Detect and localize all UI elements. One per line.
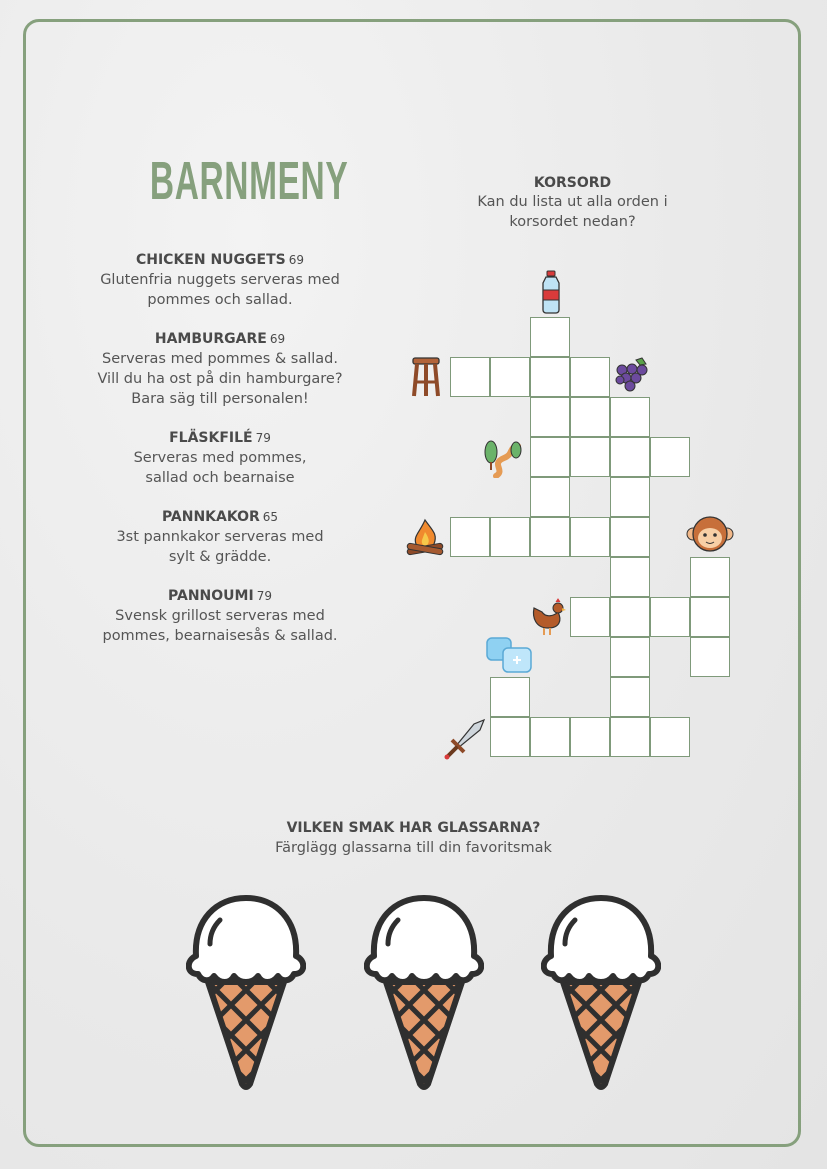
menu-item-price: 79 [255, 431, 271, 445]
crossword-cell[interactable] [530, 317, 570, 357]
menu-item-name: PANNOUMI [168, 588, 254, 604]
stool-icon [411, 356, 441, 398]
crossword-header [455, 174, 690, 232]
ice-cream-cone-icon[interactable] [364, 890, 484, 1095]
ice-cream-cone-icon[interactable] [541, 890, 661, 1095]
icecream-subtitle: Färglägg glassarna till din favoritsmak [275, 840, 552, 856]
crossword-cell[interactable] [530, 357, 570, 397]
menu-item-name: CHICKEN NUGGETS [135, 252, 286, 268]
menu-item-desc-line: Serveras med pommes, [133, 450, 307, 466]
crossword-cell[interactable] [490, 677, 530, 717]
crossword-cell[interactable] [610, 397, 650, 437]
menu-item-desc-line: Bara säg till personalen! [131, 391, 309, 407]
menu-item-desc-line: pommes, bearnaisesås & sallad. [102, 628, 338, 644]
menu-item-desc-line: Serveras med pommes & sallad. [102, 351, 338, 367]
menu-item-price: 69 [269, 332, 286, 346]
crossword-cell[interactable] [490, 357, 530, 397]
crossword-cell[interactable] [610, 437, 650, 477]
crossword-cell[interactable] [530, 717, 570, 757]
crossword-cell[interactable] [490, 717, 530, 757]
ice-cubes-icon [485, 634, 535, 676]
menu-item-desc-line: Vill du ha ost på din hamburgare? [97, 371, 343, 387]
sword-icon [444, 718, 486, 760]
menu-item-price: 65 [262, 510, 279, 524]
crossword-cell[interactable] [530, 437, 570, 477]
menu-item [60, 428, 380, 488]
crossword-title: KORSORD [533, 175, 612, 191]
menu-item [60, 507, 380, 567]
grapes-icon [612, 356, 654, 396]
menu-item-name: PANNKAKOR [161, 509, 260, 525]
icecream-header [180, 818, 647, 858]
menu-item-desc-line: Svensk grillost serveras med [115, 608, 325, 624]
menu-title: BARNMENY [149, 151, 349, 211]
water-bottle-icon [538, 270, 564, 314]
crossword-cell[interactable] [690, 637, 730, 677]
crossword-cell[interactable] [610, 557, 650, 597]
monkey-icon [686, 514, 734, 554]
crossword-cell[interactable] [690, 597, 730, 637]
menu-item-desc-line: pommes och sallad. [147, 292, 293, 308]
crossword-cell[interactable] [570, 717, 610, 757]
crossword-cell[interactable] [570, 397, 610, 437]
menu-item-price: 69 [288, 253, 305, 267]
menu-item-desc-line: sallad och bearnaise [145, 470, 295, 486]
crossword-cell[interactable] [610, 477, 650, 517]
crossword-cell[interactable] [570, 437, 610, 477]
path-trees-icon [482, 436, 526, 478]
crossword-cell[interactable] [610, 637, 650, 677]
crossword-cell[interactable] [650, 717, 690, 757]
menu-item-desc-line: 3st pannkakor serveras med [116, 529, 324, 545]
crossword-subtitle-line: korsordet nedan? [509, 214, 636, 230]
ice-cream-cone-icon[interactable] [186, 890, 306, 1095]
menu-item-desc-line: Glutenfria nuggets serveras med [100, 272, 340, 288]
menu-list [60, 250, 380, 665]
menu-item-price: 79 [256, 589, 272, 603]
campfire-icon [404, 516, 446, 558]
menu-item-name: HAMBURGARE [154, 331, 267, 347]
crossword-cell[interactable] [610, 717, 650, 757]
crossword-cell[interactable] [650, 597, 690, 637]
crossword-cell[interactable] [570, 357, 610, 397]
crossword-cell[interactable] [530, 397, 570, 437]
crossword-subtitle-line: Kan du lista ut alla orden i [477, 194, 668, 210]
crossword-cell[interactable] [530, 517, 570, 557]
menu-item [60, 250, 380, 310]
hen-icon [528, 598, 568, 638]
menu-item [60, 329, 380, 409]
crossword-cell[interactable] [450, 357, 490, 397]
icecream-title: VILKEN SMAK HAR GLASSARNA? [286, 820, 541, 836]
menu-item-name: FLÄSKFILÉ [169, 430, 253, 446]
crossword-cell[interactable] [490, 517, 530, 557]
crossword-cell[interactable] [450, 517, 490, 557]
crossword-cell[interactable] [530, 477, 570, 517]
menu-item [60, 586, 380, 646]
crossword-cell[interactable] [610, 597, 650, 637]
crossword-cell[interactable] [650, 437, 690, 477]
crossword-cell[interactable] [570, 517, 610, 557]
crossword-cell[interactable] [610, 517, 650, 557]
crossword-cell[interactable] [610, 677, 650, 717]
crossword-cell[interactable] [570, 597, 610, 637]
crossword-cell[interactable] [690, 557, 730, 597]
menu-item-desc-line: sylt & grädde. [168, 549, 272, 565]
